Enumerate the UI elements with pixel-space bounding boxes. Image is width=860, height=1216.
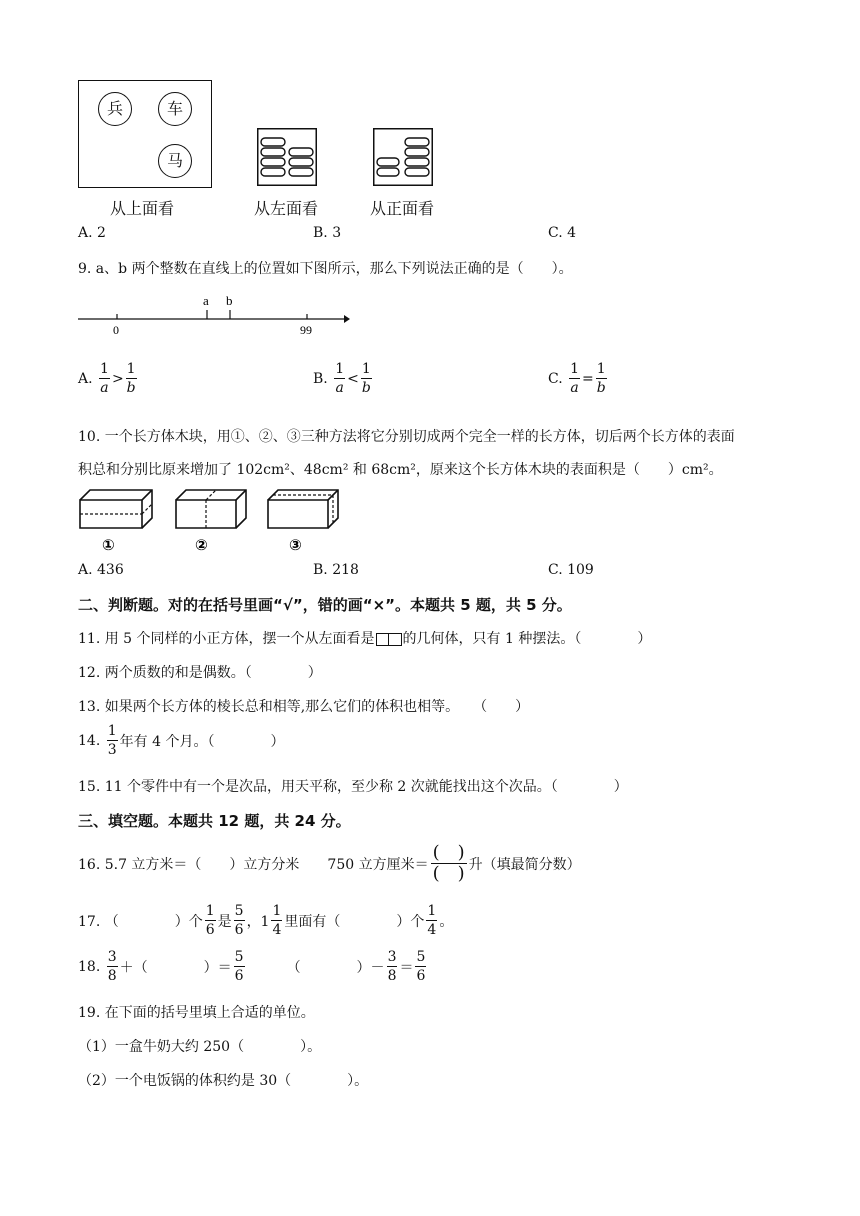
- option-letter: B.: [313, 370, 328, 387]
- top-view-figure: [78, 80, 212, 188]
- frac-den: 8: [107, 968, 117, 984]
- number-line: [78, 290, 353, 338]
- option-letter: C.: [548, 370, 563, 387]
- frac-den: 6: [416, 968, 426, 984]
- q17-text-a: 17. （ ）个: [78, 913, 203, 930]
- frac-num: 3: [107, 949, 117, 965]
- option-letter: A.: [78, 370, 93, 387]
- frac-num: 3: [387, 949, 397, 965]
- frac-den: a: [100, 380, 109, 396]
- frac-num: 5: [234, 949, 244, 965]
- q16-text-b: 升（填最简分数）: [468, 856, 581, 873]
- q12: 12. 两个质数的和是偶数。（ ）: [78, 665, 322, 681]
- frac-num: 1: [596, 361, 606, 377]
- frac-den: 6: [234, 968, 244, 984]
- q17-text-c: ，1: [246, 913, 270, 930]
- frac-num: 1: [107, 723, 117, 739]
- tick-0: 0: [113, 323, 119, 337]
- frac-num: 5: [234, 903, 244, 919]
- q9-option-a: [78, 362, 139, 395]
- q18: [78, 950, 428, 983]
- front-view-caption: 从正面看: [370, 199, 435, 218]
- q15: 15. 11 个零件中有一个是次品，用天平称，至少称 2 次就能找出这个次品。（ ）: [78, 779, 628, 795]
- q9-option-c: [548, 362, 609, 395]
- q10-option-c: C. 109: [548, 562, 594, 578]
- comparison-op: =: [582, 370, 594, 387]
- left-view-two-squares-icon: [376, 633, 402, 646]
- comparison-op: <: [347, 370, 359, 387]
- frac-num: 1: [335, 361, 345, 377]
- left-view-caption: 从左面看: [254, 199, 319, 218]
- q8-option-b: B. 3: [313, 225, 342, 241]
- section3-title: 三、填空题。本题共 12 题，共 24 分。: [78, 812, 351, 830]
- q16: [78, 844, 581, 883]
- q18-text-b: （ ）－: [286, 959, 385, 976]
- piece-circle: 兵: [98, 92, 132, 126]
- frac-num: 1: [361, 361, 371, 377]
- q8-option-c: C. 4: [548, 225, 577, 241]
- front-view-figure: [373, 128, 433, 186]
- left-view-figure: [257, 128, 317, 186]
- frac-den: 4: [427, 922, 437, 938]
- cuboid-cut-figures: [76, 486, 346, 554]
- blank-numerator: ( ): [432, 842, 465, 863]
- frac-num: 5: [416, 949, 426, 965]
- tick-99: 99: [300, 323, 312, 337]
- q14-number: 14.: [78, 732, 101, 749]
- frac-num: 1: [427, 903, 437, 919]
- q10-line1: 10. 一个长方体木块，用①、②、③三种方法将它分别切成两个完全一样的长方体，切后两个长方体的表面: [78, 429, 735, 445]
- frac-den: a: [570, 380, 579, 396]
- label-3: ③: [289, 536, 302, 554]
- q10-line2: 积总和分别比原来增加了 102cm²、48cm² 和 68cm²，原来这个长方体木块的表面积是（ ）cm²。: [78, 462, 723, 478]
- q9-option-b: [313, 362, 374, 395]
- q19-2: （2）一个电饭锅的体积约是 30（ ）。: [78, 1073, 369, 1089]
- equals-sign: ＝: [399, 959, 414, 976]
- label-1: ①: [102, 536, 115, 554]
- q19: 19. 在下面的括号里填上合适的单位。: [78, 1005, 315, 1021]
- q14: [78, 724, 284, 757]
- frac-num: 1: [100, 361, 109, 377]
- q19-1: （1）一盒牛奶大约 250（ ）。: [78, 1039, 322, 1055]
- comparison-op: >: [111, 370, 124, 387]
- q9-stem: 9. a、b 两个整数在直线上的位置如下图所示，那么下列说法正确的是（ ）。: [78, 261, 573, 277]
- label-b: b: [226, 293, 233, 308]
- q10-option-b: B. 218: [313, 562, 359, 578]
- q16-text-a: 16. 5.7 立方米＝（ ）立方分米 750 立方厘米＝: [78, 856, 429, 873]
- piece-circle: 马: [158, 144, 192, 178]
- frac-den: 8: [387, 968, 397, 984]
- frac-num: 1: [205, 903, 215, 919]
- q17-text-d: 里面有（ ）个: [284, 913, 425, 930]
- q11-text-pre: 11. 用 5 个同样的小正方体，摆一个从左面看是: [78, 631, 375, 647]
- q14-text: 年有 4 个月。（ ）: [119, 733, 285, 750]
- frac-den: 3: [107, 742, 117, 758]
- q10-option-a: A. 436: [78, 562, 124, 578]
- top-view-caption: 从上面看: [110, 199, 175, 218]
- q17-text-e: 。: [439, 913, 454, 930]
- piece-circle: 车: [158, 92, 192, 126]
- q18-number: 18.: [78, 958, 101, 975]
- q13: 13. 如果两个长方体的棱长总和相等,那么它们的体积也相等。 （ ）: [78, 699, 530, 715]
- frac-den: b: [126, 380, 136, 396]
- q8-option-a: A. 2: [78, 225, 106, 241]
- frac-den: 6: [234, 922, 244, 938]
- frac-den: b: [361, 380, 371, 396]
- frac-den: 6: [205, 922, 215, 938]
- frac-den: 4: [272, 922, 282, 938]
- frac-num: 1: [570, 361, 580, 377]
- label-2: ②: [195, 536, 208, 554]
- q11: [78, 628, 651, 648]
- q18-text-a: ＋（ ）＝: [119, 959, 232, 976]
- frac-num: 1: [272, 903, 282, 919]
- frac-den: a: [335, 380, 344, 396]
- q17-text-b: 是: [217, 913, 232, 930]
- blank-denominator: ( ): [432, 863, 465, 884]
- q11-text-post: 的几何体，只有 1 种摆法。（ ）: [402, 631, 652, 647]
- frac-den: b: [596, 380, 606, 396]
- label-a: a: [203, 293, 209, 308]
- section2-title: 二、判断题。对的在括号里画“√”，错的画“×”。本题共 5 题，共 5 分。: [78, 596, 572, 614]
- q17: [78, 904, 453, 937]
- frac-num: 1: [126, 361, 136, 377]
